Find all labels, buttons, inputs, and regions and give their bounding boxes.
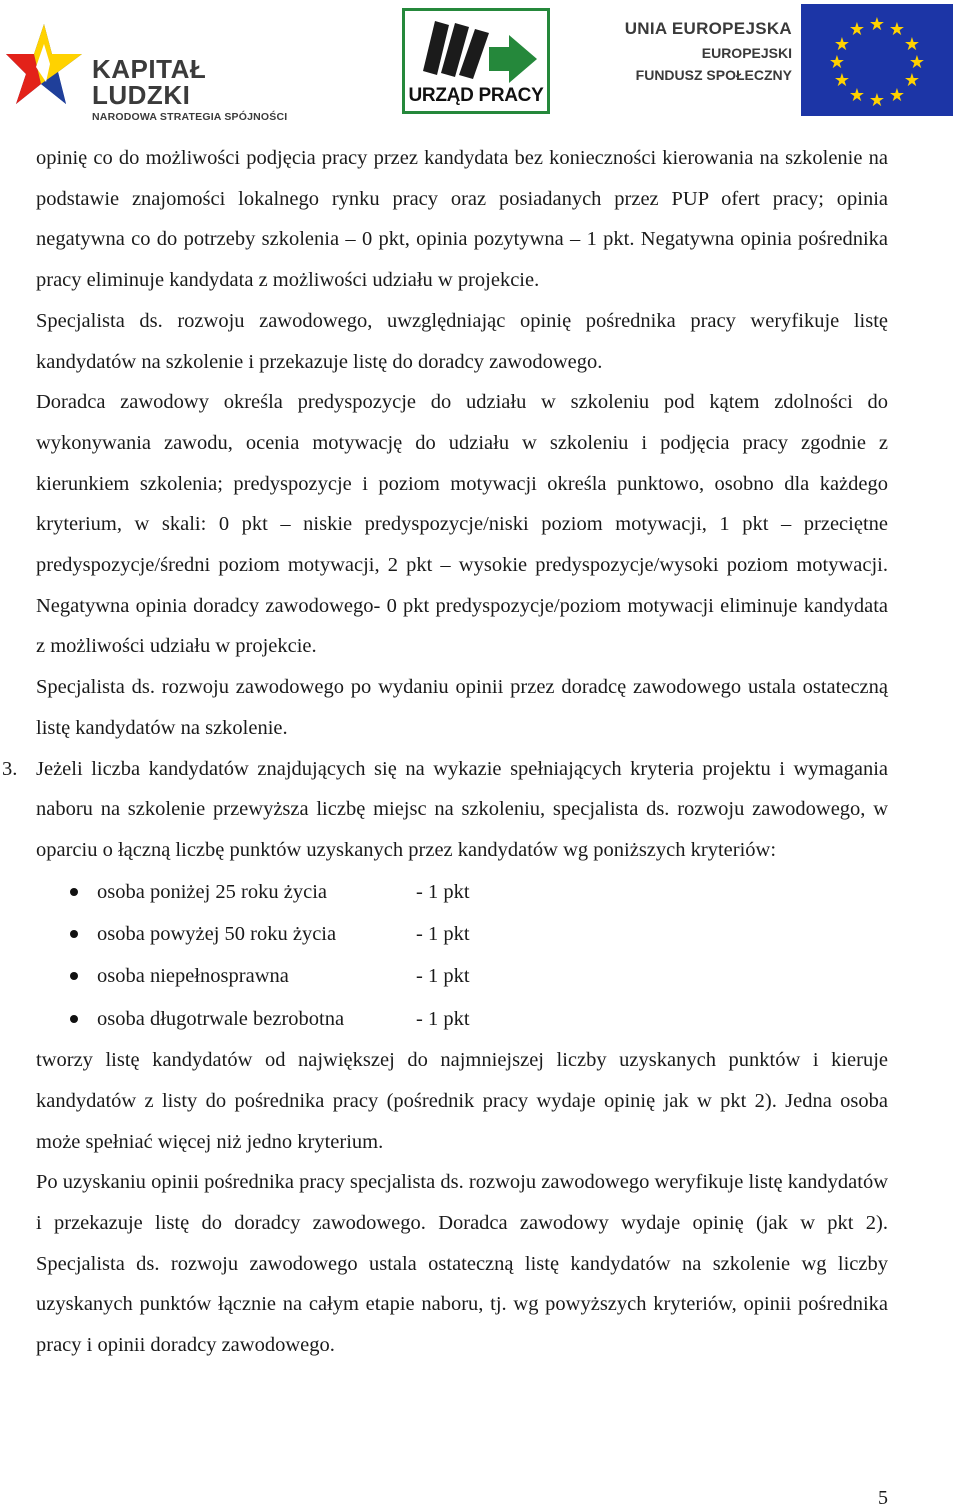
criterion-label: osoba niepełnosprawna <box>97 965 289 988</box>
eu-flag-logo <box>801 4 953 116</box>
svg-text:★: ★ <box>888 85 906 106</box>
svg-text:★: ★ <box>903 34 921 55</box>
kapital-ludzki-subtitle: NARODOWA STRATEGIA SPÓJNOŚCI <box>92 111 288 123</box>
list-item <box>36 871 888 913</box>
svg-text:★: ★ <box>888 19 906 40</box>
criterion-label: osoba poniżej 25 roku życia <box>97 880 327 903</box>
urzad-pracy-label: URZĄD PRACY <box>408 85 544 106</box>
paragraph-intermediary-opinion: opinię co do możliwości podjęcia pracy przez kandydata bez konieczności kierowania na szkolenie na podstawie znajomości lokalnego rynku pracy oraz posiadanych przez PUP ofert pracy; opinia negatywna co do potrzeby szkolenia – 0 pkt, opinia pozytywna – 1 pkt. Negatywna opinia pośrednika pracy eliminuje kandydata z możliwości udziału w projekcie. <box>36 147 888 292</box>
bullet-icon <box>70 930 78 938</box>
document-body <box>2 138 888 1366</box>
bullet-icon <box>70 888 78 896</box>
criterion-points: - 1 pkt <box>416 923 470 946</box>
bullet-icon <box>70 972 78 980</box>
kapital-ludzki-wordmark <box>92 56 296 123</box>
unia-europejska-line3: FUNDUSZ SPOŁECZNY <box>635 67 792 83</box>
list-item <box>36 913 888 955</box>
unia-europejska-wordmark <box>596 18 792 86</box>
kapital-ludzki-star-icon <box>6 12 90 112</box>
svg-text:★: ★ <box>868 14 886 35</box>
svg-text:★: ★ <box>833 70 851 91</box>
svg-text:★: ★ <box>828 52 846 73</box>
kapital-ludzki-logo <box>6 12 296 123</box>
paragraph-final-list: Specjalista ds. rozwoju zawodowego po wydaniu opinii przez doradcę zawodowego ustala ostateczną listę kandydatów na szkolenie. <box>36 676 888 739</box>
list-item <box>36 998 888 1040</box>
item-3-text: Jeżeli liczba kandydatów znajdujących się na wykazie spełniających kryteria projektu i wymagania naboru na szkolenie przewyższa liczbę miejsc na szkoleniu, specjalista ds. rozwoju zawodowego, w oparciu o łączną liczbę punktów uzyskanych przez kandydatów wg poniższych kryteriów: <box>36 757 888 861</box>
criterion-label: osoba długotrwale bezrobotna <box>97 1007 345 1030</box>
criterion-points: - 1 pkt <box>416 880 470 903</box>
criteria-list <box>36 871 888 1041</box>
urzad-pracy-arrow-icon <box>405 13 547 93</box>
svg-text:★: ★ <box>848 85 866 106</box>
paragraph-specialist-verification: Specjalista ds. rozwoju zawodowego, uwzględniając opinię pośrednika pracy weryfikuje listę kandydatów na szkolenie i przekazuje listę do doradcy zawodowego. <box>36 309 888 373</box>
criterion-label: osoba powyżej 50 roku życia <box>97 923 337 946</box>
item-number: 3. <box>2 757 18 780</box>
kapital-ludzki-title: KAPITAŁ LUDZKI <box>92 54 207 110</box>
criterion-points: - 1 pkt <box>416 965 470 988</box>
svg-text:★: ★ <box>908 52 926 73</box>
page-number: 5 <box>878 1487 888 1509</box>
page-header <box>0 0 960 123</box>
urzad-pracy-logo <box>402 8 550 114</box>
paragraph-final-procedure: Po uzyskaniu opinii pośrednika pracy specjalista ds. rozwoju zawodowego weryfikuje listę kandydatów i przekazuje listę do doradcy zawodowego. Doradca zawodowy wydaje opinię (jak w pkt 2). Specjalista ds. rozwoju zawodowego ustala ostateczną listę kandydatów na szkolenie wg liczby uzyskanych punktów łącznie na całym etapie naboru, tj. wg powyższych kryteriów, opinii pośrednika pracy i opinii doradcy zawodowego. <box>36 1171 888 1357</box>
paragraph-ranking: tworzy listę kandydatów od największej do najmniejszej liczby uzyskanych punktów i kieruje kandydatów z listy do pośrednika pracy (pośrednik pracy wydaje opinię jak w pkt 2). Jedna osoba może spełniać więcej niż jedno kryterium. <box>36 1049 888 1153</box>
svg-text:★: ★ <box>833 34 851 55</box>
svg-text:★: ★ <box>868 90 886 111</box>
svg-text:★: ★ <box>848 19 866 40</box>
bullet-icon <box>70 1015 78 1023</box>
unia-europejska-line2: EUROPEJSKI <box>701 45 792 61</box>
criterion-points: - 1 pkt <box>416 1007 470 1030</box>
list-item <box>36 955 888 997</box>
svg-text:★: ★ <box>903 70 921 91</box>
eu-stars-icon <box>801 4 953 116</box>
numbered-item-3 <box>2 749 888 871</box>
unia-europejska-line1: UNIA EUROPEJSKA <box>624 19 792 38</box>
paragraph-career-advisor: Doradca zawodowy określa predyspozycje do udziału w szkoleniu pod kątem zdolności do wykonywania zawodu, ocenia motywację do udziału w szkoleniu i podjęcia pracy zgodnie z kierunkiem szkolenia; predyspozycje i poziom motywacji określa punktowo, osobno dla każdego kryterium, w skali: 0 pkt – niskie predyspozycje/niski poziom motywacji, 1 pkt – przeciętne predyspozycje/średni poziom motywacji, 2 pkt – wysokie predyspozycje/wysoki poziom motywacji. Negatywna opinia doradcy zawodowego- 0 pkt predyspozycje/poziom motywacji eliminuje kandydata z możliwości udziału w projekcie. <box>36 391 888 658</box>
